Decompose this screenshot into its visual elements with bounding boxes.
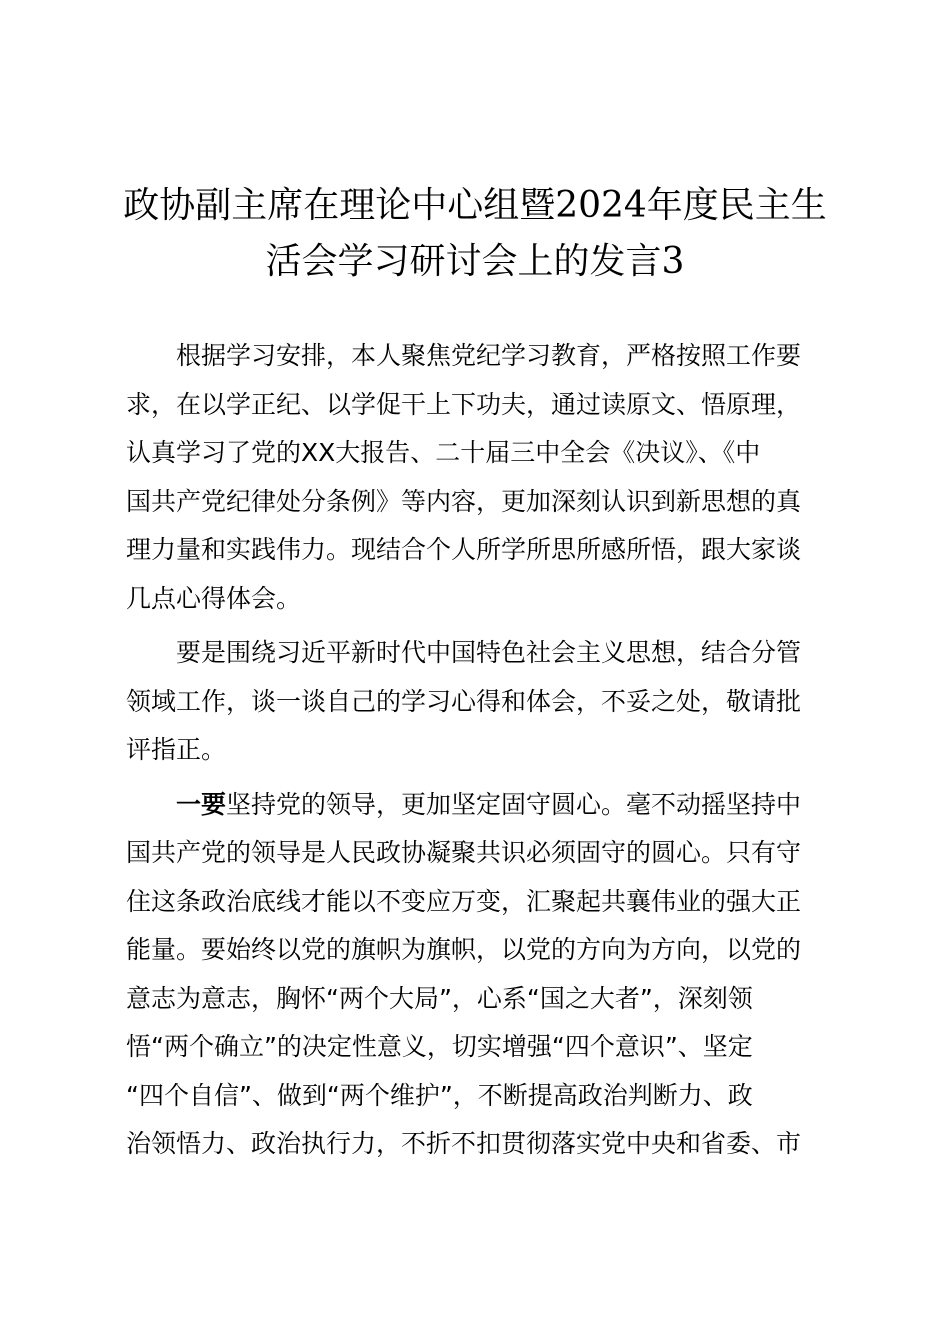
paragraph-3	[126, 781, 832, 1169]
paragraph-first-rest: 坚持党的领导，更加坚定固守圆心。毫不动摇坚持中	[226, 789, 802, 819]
paragraph-line: 国共产党的领导是人民政协凝聚共识必须固守的圆心。只有守	[126, 838, 802, 867]
paragraph-2	[126, 629, 832, 775]
paragraph-line: 认真学习了党的XX大报告、二十届三中全会《决议》、《中	[126, 438, 761, 467]
paragraph-lead: 一要	[176, 789, 227, 819]
paragraph-line: 治领悟力、政治执行力，不折不扣贯彻落实党中央和省委、市	[126, 1129, 802, 1158]
paragraph-line: 几点心得体会。	[126, 583, 302, 613]
paragraph-line: 根据学习安排，本人聚焦党纪学习教育，严格按照工作要	[176, 341, 802, 370]
paragraph-line: 理力量和实践伟力。现结合个人所学所思所感所悟，跟大家谈	[126, 535, 802, 564]
document-body	[126, 332, 832, 1169]
paragraph-line: 能量。要始终以党的旗帜为旗帜，以党的方向为方向，以党的	[126, 935, 802, 964]
paragraph-line: 评指正。	[126, 735, 227, 764]
paragraph-line: “四个自信”、做到“两个维护”，不断提高政治判断力、政	[126, 1080, 753, 1110]
paragraph-line: 求，在以学正纪、以学促干上下功夫，通过读原文、悟原理，	[126, 389, 802, 419]
title-line-1: 政协副主席在理论中心组暨2024年度民主生	[123, 185, 827, 226]
paragraph-line: 领域工作，谈一谈自己的学习心得和体会，不妥之处，敬请批	[126, 686, 802, 716]
paragraph-1	[126, 332, 832, 623]
paragraph-line	[126, 781, 832, 830]
paragraph-line: 要是围绕习近平新时代中国特色社会主义思想，结合分管	[176, 638, 802, 667]
paragraph-line: 悟“两个确立”的决定性意义，切实增强“四个意识”、坚定	[126, 1032, 753, 1061]
paragraph-line: 住这条政治底线才能以不变应万变，汇聚起共襄伟业的强大正	[126, 886, 802, 916]
paragraph-line: 意志为意志，胸怀“两个大局”，心系“国之大者”，深刻领	[126, 983, 753, 1013]
paragraph-line: 国共产党纪律处分条例》等内容，更加深刻认识到新思想的真	[126, 486, 802, 516]
title-line-2: 活会学习研讨会上的发言3	[265, 241, 685, 282]
document-title	[110, 178, 840, 290]
